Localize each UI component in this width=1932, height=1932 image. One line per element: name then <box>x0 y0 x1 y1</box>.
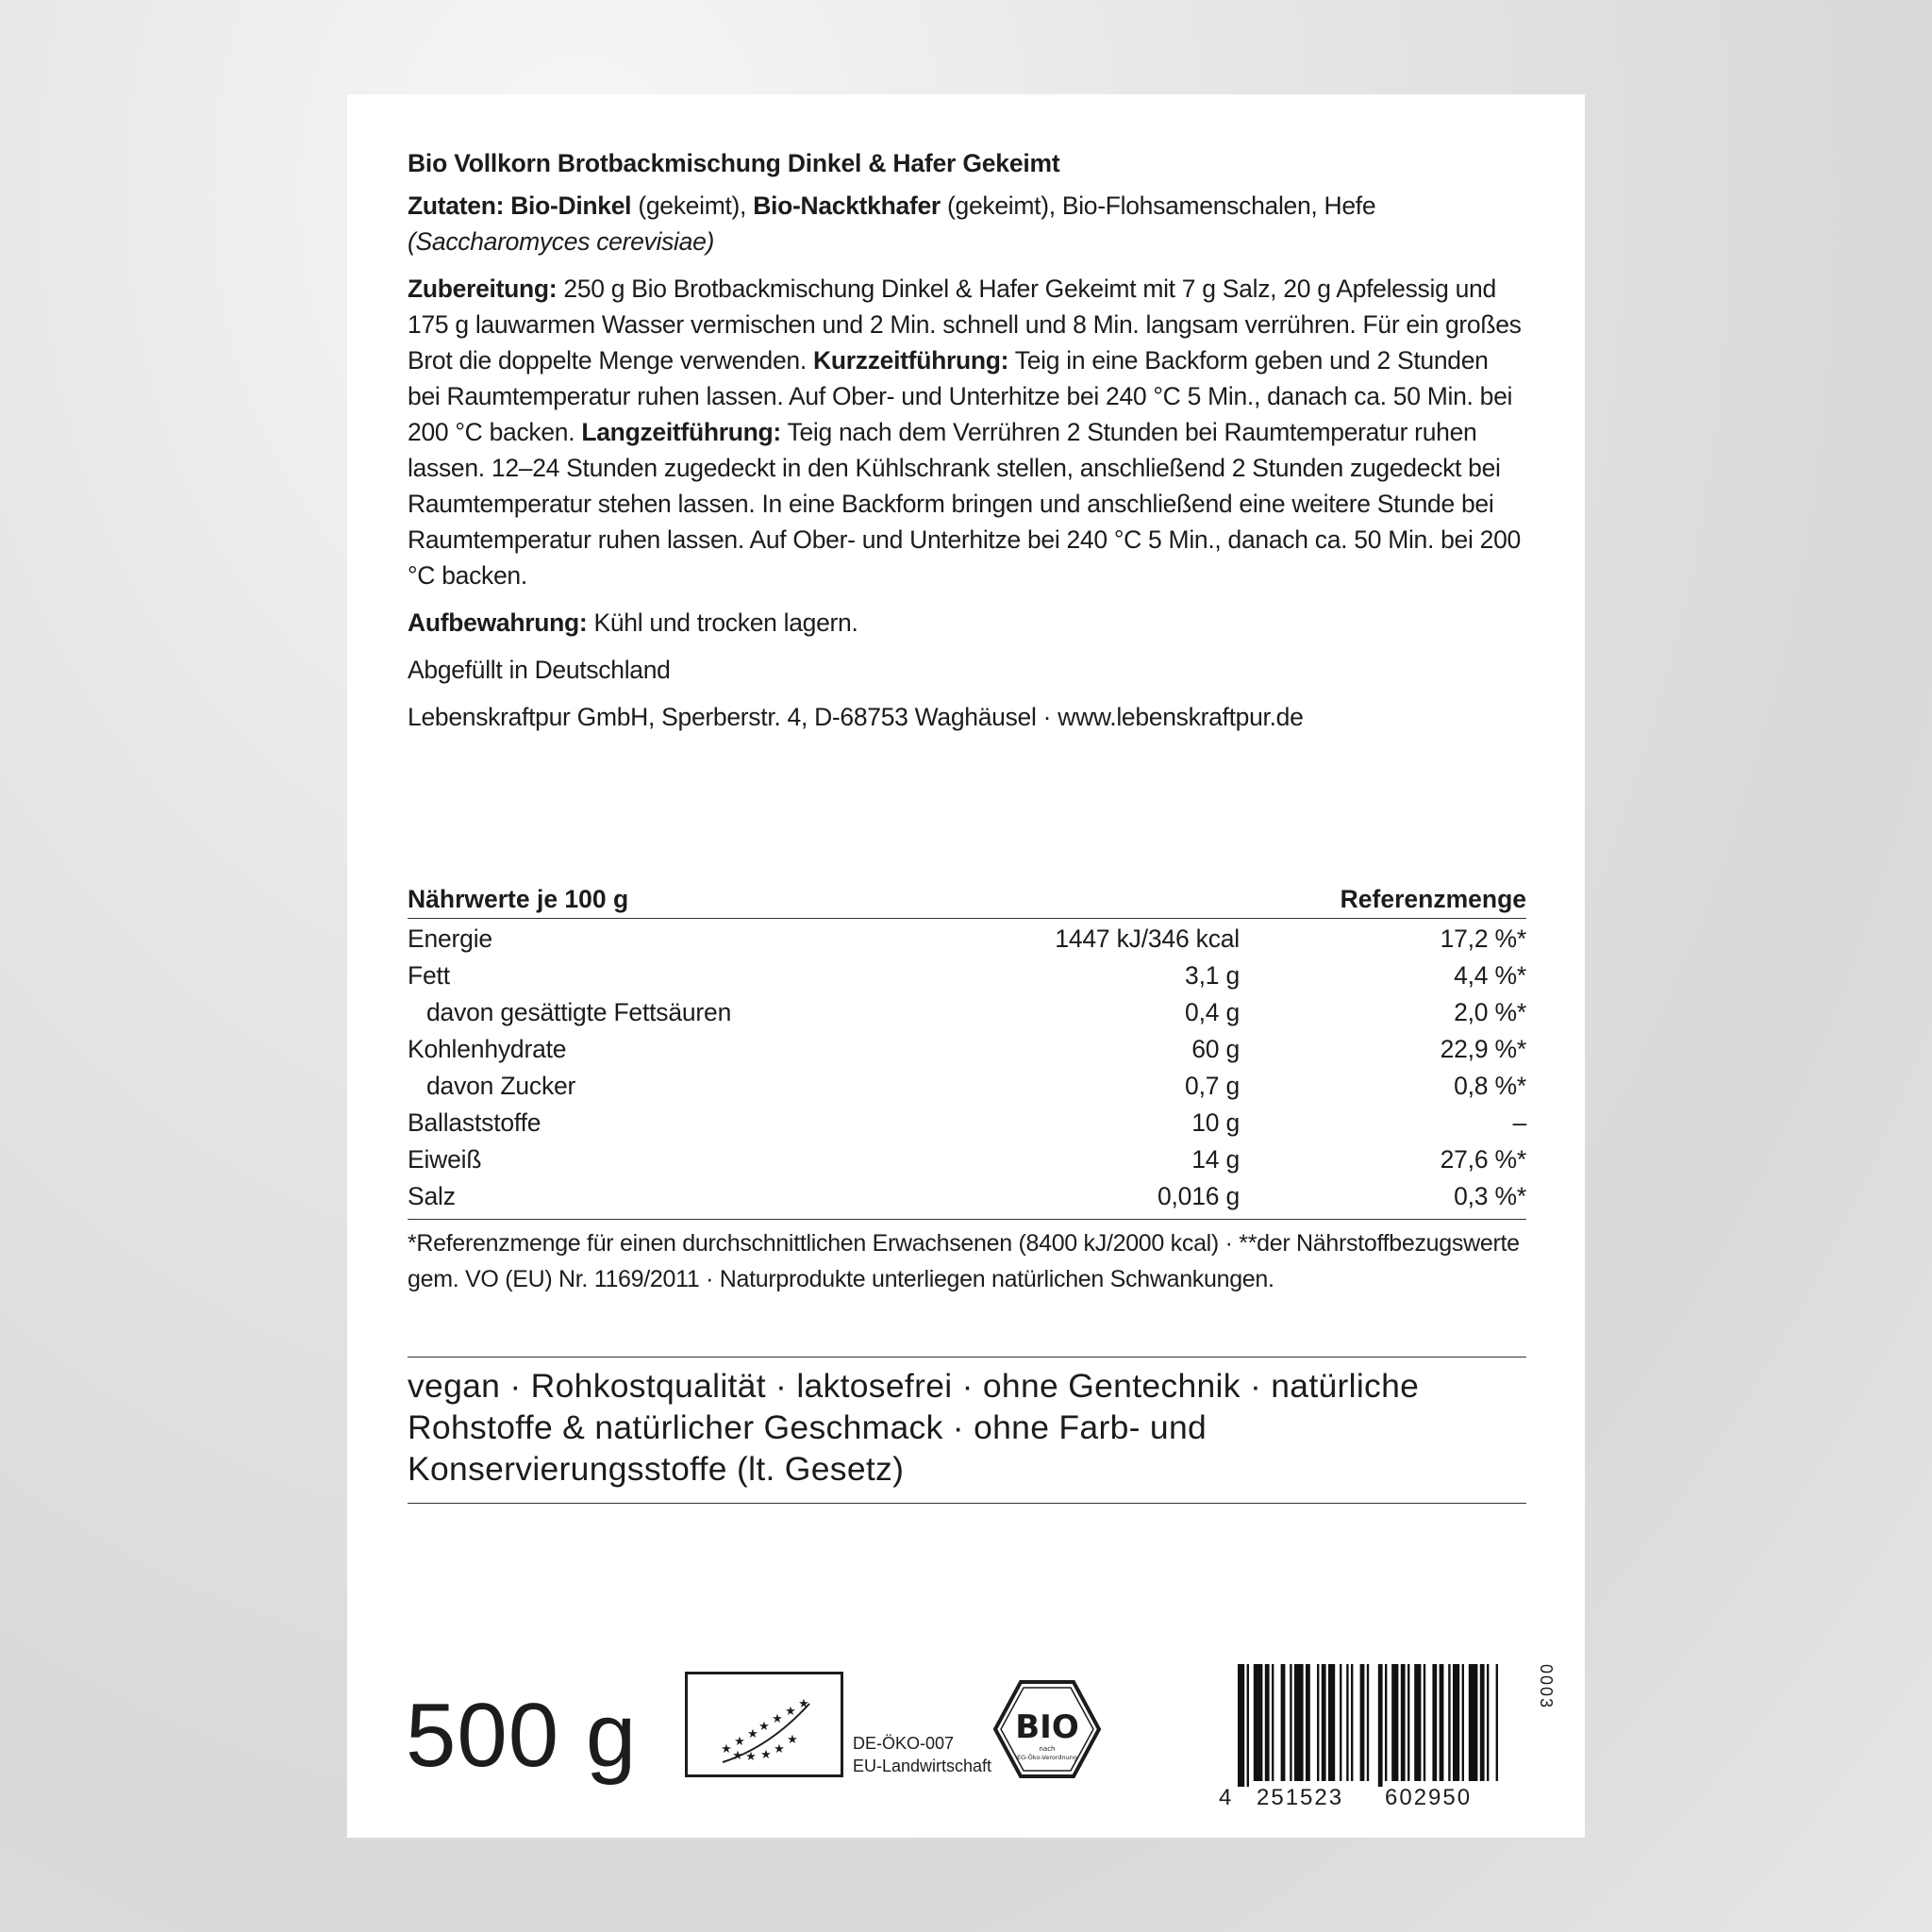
bottled-in: Abgefüllt in Deutschland <box>408 656 671 684</box>
eu-control-code: DE-ÖKO-007 <box>853 1734 955 1753</box>
nutrient-amount: 0,016 g <box>1157 1182 1240 1210</box>
ean-barcode <box>1219 1664 1556 1815</box>
net-weight: 500 g <box>406 1685 638 1786</box>
product-title: Bio Vollkorn Brotbackmischung Dinkel & Hafer Gekeimt <box>408 149 1060 177</box>
svg-text:★: ★ <box>787 1733 798 1747</box>
barcode-digit-first: 4 <box>1219 1785 1234 1810</box>
nutrition-header <box>408 885 1526 919</box>
preparation-text-1: 250 g Bio Brotbackmischung Dinkel & Hafer Gekeimt mit 7 g Salz, 20 g Apfelessig und 175 g lauwarmen Wasser vermischen und 2 Min. schnell und 8 Min. langsam verrühren. Für ein großes Brot die doppelte Menge verwenden. <box>408 275 1522 375</box>
preparation <box>408 271 1526 593</box>
svg-text:★: ★ <box>732 1749 743 1763</box>
barcode-bar <box>1360 1664 1365 1781</box>
barcode-bar <box>1469 1664 1478 1781</box>
eu-certification-text <box>853 1732 991 1777</box>
barcode-bar <box>1462 1664 1464 1781</box>
svg-text:★: ★ <box>758 1720 770 1734</box>
preparation-label: Zubereitung: <box>408 275 558 303</box>
nutrient-amount: 3,1 g <box>1185 961 1240 990</box>
nutrient-reference: 17,2 %* <box>1440 924 1526 953</box>
nutrient-amount: 14 g <box>1191 1145 1240 1174</box>
barcode-bar <box>1322 1664 1326 1781</box>
svg-text:★: ★ <box>760 1748 772 1762</box>
barcode-bar <box>1346 1664 1348 1781</box>
bio-seal-word: BIO <box>1015 1708 1079 1746</box>
nutrient-reference: – <box>1512 1108 1526 1137</box>
bio-seal-sub1: nach <box>1039 1745 1056 1753</box>
barcode-bar <box>1272 1664 1274 1781</box>
nutrient-amount: 1447 kJ/346 kcal <box>1055 924 1240 953</box>
nutrient-name: davon gesättigte Fettsäuren <box>426 998 732 1026</box>
nutrition-header-left: Nährwerte je 100 g <box>408 885 629 913</box>
nutrient-name: davon Zucker <box>426 1072 576 1100</box>
nutrient-name: Kohlenhydrate <box>408 1035 567 1063</box>
ingredient-yeast-species: (Saccharomyces cerevisiae) <box>408 227 715 256</box>
nutrient-amount: 0,7 g <box>1185 1072 1240 1100</box>
nutrition-rows <box>408 919 1526 1220</box>
barcode-bar <box>1401 1664 1406 1781</box>
nutrient-reference: 0,3 %* <box>1454 1182 1526 1210</box>
long-fermentation-label: Langzeitführung: <box>581 418 781 446</box>
company-info: Lebenskraftpur GmbH, Sperberstr. 4, D-68753 Waghäusel · www.lebenskraftpur.de <box>408 703 1304 731</box>
nutrition-footnote: *Referenzmenge für einen durchschnittlichen Erwachsenen (8400 kJ/2000 kcal) · **der Nährstoffbezugswerte gem. VO (EU) Nr. 1169/2011 · Naturprodukte unterliegen natürlichen Schwankungen. <box>408 1230 1520 1292</box>
table-row <box>408 1141 1526 1178</box>
barcode-bar <box>1487 1664 1489 1781</box>
nutrient-reference: 27,6 %* <box>1440 1145 1526 1174</box>
bio-seal-icon <box>992 1679 1102 1779</box>
nutrient-reference: 22,9 %* <box>1440 1035 1526 1063</box>
ingredient-2: Bio-Nacktkhafer <box>753 192 941 220</box>
barcode-side-digits: 0003 <box>1537 1664 1556 1710</box>
barcode-bar <box>1351 1664 1353 1781</box>
nutrient-name: Eiweiß <box>408 1145 482 1174</box>
barcode-bar <box>1414 1664 1421 1781</box>
barcode-bar <box>1432 1664 1437 1781</box>
table-row <box>408 921 1526 958</box>
eu-origin: EU-Landwirtschaft <box>853 1757 992 1775</box>
svg-text:★: ★ <box>734 1735 745 1749</box>
barcode-bar <box>1247 1664 1249 1787</box>
barcode-bars <box>1219 1664 1540 1787</box>
barcode-digits-right: 602950 <box>1385 1785 1473 1810</box>
barcode-digits-left: 251523 <box>1257 1785 1344 1810</box>
storage <box>408 605 1526 641</box>
preparation-text-3: Teig nach dem Verrühren 2 Stunden bei Raumtemperatur ruhen lassen. 12–24 Stunden zugedeckt in den Kühlschrank stellen, anschließend 2 Stunden zugedeckt bei Raumtemperatur stehen lassen. In eine Backform bringen und anschließend eine weitere Stunde bei Raumtemperatur ruhen lassen. Auf Ober- und Unterhitze bei 240 °C 5 Min., danach ca. 50 Min. bei 200 °C backen. <box>408 418 1521 590</box>
nutrient-amount: 10 g <box>1191 1108 1240 1137</box>
table-row <box>408 1105 1526 1141</box>
nutrient-reference: 4,4 %* <box>1454 961 1526 990</box>
table-row <box>408 1031 1526 1068</box>
svg-text:★: ★ <box>774 1742 785 1757</box>
barcode-bar <box>1367 1664 1369 1781</box>
barcode-bar <box>1294 1664 1304 1781</box>
ingredients-label: Zutaten: <box>408 192 505 220</box>
barcode-bar <box>1340 1664 1341 1781</box>
barcode-bar <box>1265 1664 1270 1781</box>
table-row <box>408 1178 1526 1215</box>
preparation-text-2: Teig in eine Backform geben und 2 Stunden bei Raumtemperatur ruhen lassen. Auf Ober- und Unterhitze bei 240 °C 5 Min., danach ca. 50 Min. bei 200 °C backen. <box>408 346 1513 446</box>
storage-label: Aufbewahrung: <box>408 608 588 637</box>
barcode-bar <box>1281 1664 1286 1781</box>
barcode-bar <box>1391 1664 1398 1781</box>
svg-text:★: ★ <box>772 1712 783 1726</box>
barcode-bar <box>1328 1664 1335 1781</box>
svg-text:★: ★ <box>745 1750 757 1764</box>
nutrient-reference: 0,8 %* <box>1454 1072 1526 1100</box>
barcode-bar <box>1440 1664 1444 1781</box>
product-claims: vegan · Rohkostqualität · laktosefrei · ohne Gentechnik · natürliche Rohstoffe & natürlicher Geschmack · ohne Farb- und Konservierungsstoffe (lt. Gesetz) <box>408 1357 1526 1504</box>
bio-seal-sub2: EG-Öko-Verordnung <box>1017 1754 1077 1761</box>
barcode-bar <box>1480 1664 1485 1781</box>
barcode-bar <box>1254 1664 1263 1781</box>
barcode-bar <box>1378 1664 1383 1787</box>
barcode-bar <box>1453 1664 1459 1781</box>
nutrient-name: Salz <box>408 1182 456 1210</box>
svg-text:★: ★ <box>785 1705 796 1719</box>
barcode-bar <box>1496 1664 1498 1781</box>
barcode-bar <box>1306 1664 1310 1781</box>
nutrition-table <box>408 885 1526 1297</box>
nutrient-amount: 60 g <box>1191 1035 1240 1063</box>
barcode-bar <box>1385 1664 1387 1781</box>
nutrient-name: Fett <box>408 961 450 990</box>
nutrient-name: Energie <box>408 924 492 953</box>
nutrient-reference: 2,0 %* <box>1454 998 1526 1026</box>
short-fermentation-label: Kurzzeitführung: <box>813 346 1009 375</box>
barcode-bar <box>1238 1664 1244 1787</box>
table-row <box>408 994 1526 1031</box>
nutrient-name: Ballaststoffe <box>408 1108 541 1137</box>
barcode-bar <box>1448 1664 1450 1781</box>
svg-text:★: ★ <box>747 1727 758 1741</box>
table-row <box>408 1068 1526 1105</box>
barcode-bar <box>1290 1664 1291 1781</box>
product-label <box>347 94 1585 1838</box>
svg-text:★: ★ <box>798 1697 809 1711</box>
ingredient-1-note: (gekeimt), <box>631 192 754 220</box>
eu-organic-leaf-logo <box>685 1672 843 1777</box>
nutrition-header-right: Referenzmenge <box>1340 885 1526 913</box>
ingredient-rest: (gekeimt), Bio-Flohsamenschalen, Hefe <box>940 192 1376 220</box>
ingredients <box>408 188 1526 259</box>
barcode-bar <box>1317 1664 1319 1781</box>
nutrient-amount: 0,4 g <box>1185 998 1240 1026</box>
ingredient-1: Bio-Dinkel <box>510 192 632 220</box>
barcode-bar <box>1407 1664 1409 1781</box>
table-row <box>408 958 1526 994</box>
storage-text: Kühl und trocken lagern. <box>587 608 858 637</box>
barcode-bar <box>1424 1664 1425 1781</box>
svg-text:★: ★ <box>721 1742 732 1757</box>
